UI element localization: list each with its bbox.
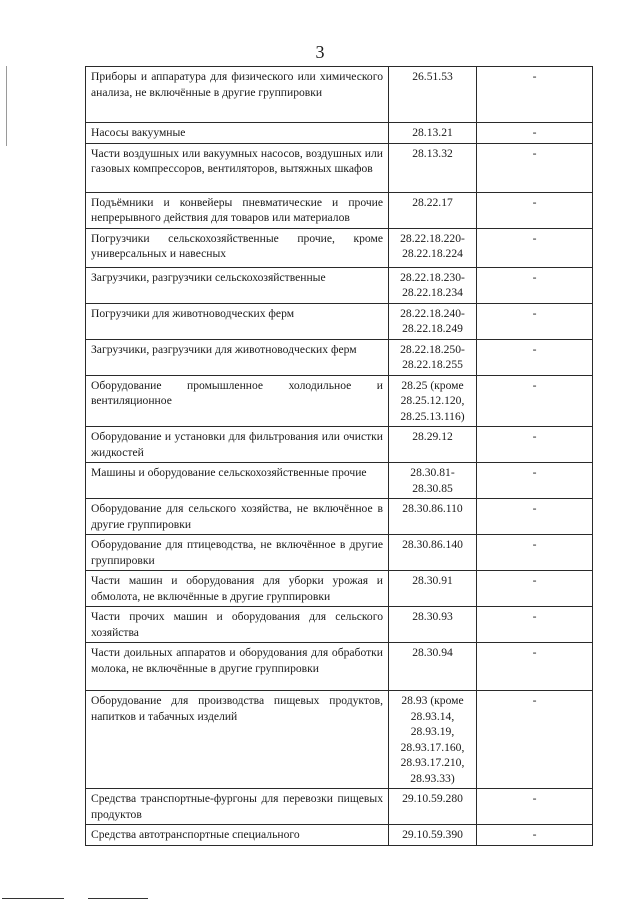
mark-cell: - [477,143,593,192]
product-name-cell: Части прочих машин и оборудования для сельского хозяйства [86,607,389,643]
okpd-code-cell: 28.22.18.220-28.22.18.224 [389,228,477,267]
footer-divider-left [2,898,64,899]
product-name-cell: Погрузчики сельскохозяйственные прочие, кроме универсальных и навесных [86,228,389,267]
table-row [86,123,593,144]
okpd-code-cell: 28.22.18.230-28.22.18.234 [389,267,477,303]
okpd-code-cell: 28.93 (кроме 28.93.14, 28.93.19, 28.93.17.160, 28.93.17.210, 28.93.33) [389,691,477,789]
mark-cell: - [477,571,593,607]
product-name-cell: Части машин и оборудования для уборки урожая и обмолота, не включённые в другие группировки [86,571,389,607]
okpd-code-cell: 28.30.91 [389,571,477,607]
mark-cell: - [477,643,593,691]
margin-line [6,66,7,146]
product-name-cell: Погрузчики для животноводческих ферм [86,303,389,339]
okpd-code-cell: 28.13.32 [389,143,477,192]
mark-cell: - [477,267,593,303]
mark-cell: - [477,339,593,375]
mark-cell: - [477,375,593,427]
product-name-cell: Загрузчики, разгрузчики сельскохозяйственные [86,267,389,303]
footer-divider-right [88,898,148,899]
table-row [86,825,593,846]
okpd-code-cell: 28.30.86.140 [389,535,477,571]
okpd-code-cell: 28.22.17 [389,192,477,228]
okpd-code-cell: 28.13.21 [389,123,477,144]
product-name-cell: Части воздушных или вакуумных насосов, воздушных или газовых компрессоров, вентиляторов, вытяжных шкафов [86,143,389,192]
okpd-code-cell: 29.10.59.390 [389,825,477,846]
mark-cell: - [477,825,593,846]
table-row [86,571,593,607]
mark-cell: - [477,192,593,228]
classification-table [85,66,593,846]
okpd-code-cell: 28.22.18.250-28.22.18.255 [389,339,477,375]
product-name-cell: Оборудование промышленное холодильное и вентиляционное [86,375,389,427]
mark-cell: - [477,607,593,643]
product-name-cell: Средства автотранспортные специального [86,825,389,846]
product-name-cell: Оборудование для птицеводства, не включённое в другие группировки [86,535,389,571]
product-name-cell: Загрузчики, разгрузчики для животноводческих ферм [86,339,389,375]
table-row [86,267,593,303]
product-name-cell: Подъёмники и конвейеры пневматические и прочие непрерывного действия для товаров или материалов [86,192,389,228]
mark-cell: - [477,228,593,267]
okpd-code-cell: 28.30.94 [389,643,477,691]
product-name-cell: Насосы вакуумные [86,123,389,144]
mark-cell: - [477,123,593,144]
okpd-code-cell: 28.25 (кроме 28.25.12.120, 28.25.13.116) [389,375,477,427]
okpd-code-cell: 28.30.93 [389,607,477,643]
table-row [86,643,593,691]
okpd-code-cell: 29.10.59.280 [389,789,477,825]
product-name-cell: Приборы и аппаратура для физического или химического анализа, не включённые в другие группировки [86,67,389,123]
mark-cell: - [477,499,593,535]
okpd-code-cell: 28.22.18.240-28.22.18.249 [389,303,477,339]
table-row [86,303,593,339]
product-name-cell: Средства транспортные-фургоны для перевозки пищевых продуктов [86,789,389,825]
okpd-code-cell: 28.29.12 [389,427,477,463]
mark-cell: - [477,427,593,463]
product-name-cell: Оборудование и установки для фильтрования или очистки жидкостей [86,427,389,463]
product-name-cell: Оборудование для производства пищевых продуктов, напитков и табачных изделий [86,691,389,789]
product-name-cell: Машины и оборудование сельскохозяйственные прочие [86,463,389,499]
table-row [86,67,593,123]
mark-cell: - [477,691,593,789]
product-name-cell: Оборудование для сельского хозяйства, не включённое в другие группировки [86,499,389,535]
table-row [86,789,593,825]
mark-cell: - [477,67,593,123]
table-row [86,607,593,643]
table-row [86,427,593,463]
okpd-code-cell: 28.30.81-28.30.85 [389,463,477,499]
okpd-code-cell: 28.30.86.110 [389,499,477,535]
table-row [86,499,593,535]
table-row [86,143,593,192]
table-row [86,339,593,375]
page-number: 3 [315,42,325,62]
table-row [86,463,593,499]
table-row [86,375,593,427]
table-row [86,192,593,228]
mark-cell: - [477,463,593,499]
mark-cell: - [477,535,593,571]
mark-cell: - [477,303,593,339]
table-row [86,228,593,267]
okpd-code-cell: 26.51.53 [389,67,477,123]
table-row [86,691,593,789]
table-row [86,535,593,571]
product-name-cell: Части доильных аппаратов и оборудования для обработки молока, не включённые в другие группировки [86,643,389,691]
mark-cell: - [477,789,593,825]
